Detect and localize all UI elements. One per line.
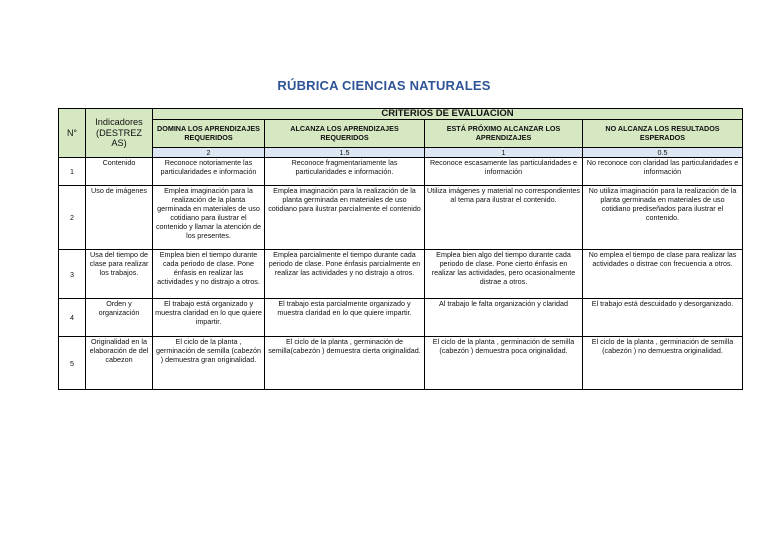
row-number: 2	[59, 186, 86, 250]
row-indicator: Orden y organización	[86, 299, 153, 337]
row-cell: El ciclo de la planta , germinación de semilla(cabezón ) demuestra cierta originalidad.	[265, 337, 425, 390]
row-number: 4	[59, 299, 86, 337]
row-cell: El ciclo de la planta , germinación de semilla (cabezón ) demuestra poca originalidad.	[425, 337, 583, 390]
table-row	[59, 250, 743, 299]
header-col-domina: DOMINA LOS APRENDIZAJES REQUERIDOS	[153, 120, 265, 148]
row-cell: Emplea imaginación para la realización de la planta germinada en materiales de uso cotidiano para ilustrar el contenido y llamar la atención de los presentes.	[153, 186, 265, 250]
row-cell: El trabajo está descuidado y desorganizado.	[583, 299, 743, 337]
row-cell: Reconoce escasamente las particularidades e información	[425, 158, 583, 186]
table-row	[59, 186, 743, 250]
row-indicator: Contenido	[86, 158, 153, 186]
row-indicator: Originalidad en la elaboración de del cabezon	[86, 337, 153, 390]
header-indicators: Indicadores (DESTREZ AS)	[86, 109, 153, 158]
rubric-table	[58, 108, 743, 390]
page-title: RÚBRICA CIENCIAS NATURALES	[277, 78, 491, 93]
row-cell: No utiliza imaginación para la realización de la planta germinada en materiales de uso cotidiano prediseñados para ilustrar el contenido.	[583, 186, 743, 250]
row-cell: No emplea el tiempo de clase para realizar las actividades o distrae con frecuencia a otros.	[583, 250, 743, 299]
row-number: 3	[59, 250, 86, 299]
row-number: 1	[59, 158, 86, 186]
row-cell: No reconoce con claridad las particularidades e información	[583, 158, 743, 186]
row-cell: Emplea bien el tiempo durante cada periodo de clase. Pone énfasis en realizar las actividades y no distrajo a otros.	[153, 250, 265, 299]
row-cell: Emplea parcialmente el tiempo durante cada periodo de clase. Pone énfasis parcialmente en realizar las actividades y no distrajo a otros.	[265, 250, 425, 299]
header-criteria: CRITERIOS DE EVALUACION	[153, 109, 743, 120]
row-indicator: Uso de imágenes	[86, 186, 153, 250]
row-cell: El ciclo de la planta , germinación de semilla (cabezón ) demuestra gran originalidad.	[153, 337, 265, 390]
row-cell: El ciclo de la planta , germinación de semilla (cabezón ) no demuestra originalidad.	[583, 337, 743, 390]
row-cell: El trabajo está organizado y muestra claridad en lo que quiere impartir.	[153, 299, 265, 337]
row-cell: Reconoce notoriamente las particularidades e información	[153, 158, 265, 186]
score-proximo: 1	[425, 148, 583, 158]
row-cell: El trabajo esta parcialmente organizado y muestra claridad en lo que quiere impartir.	[265, 299, 425, 337]
table-row	[59, 337, 743, 390]
score-domina: 2	[153, 148, 265, 158]
header-num: N°	[59, 109, 86, 158]
row-indicator: Usa del tiempo de clase para realizar los trabajos.	[86, 250, 153, 299]
row-cell: Reconoce fragmentariamente las particularidades e información.	[265, 158, 425, 186]
score-no-alcanza: 0.5	[583, 148, 743, 158]
score-alcanza: 1.5	[265, 148, 425, 158]
row-cell: Al trabajo le falta organización y claridad	[425, 299, 583, 337]
row-number: 5	[59, 337, 86, 390]
table-row	[59, 158, 743, 186]
row-cell: Emplea bien algo del tiempo durante cada periodo de clase. Pone cierto énfasis en realizar las actividades, pero ocasionalmente distrae a otros.	[425, 250, 583, 299]
row-cell: Emplea imaginación para la realización de la planta germinada en materiales de uso cotidiano para ilustrar parcialmente el contenido	[265, 186, 425, 250]
row-cell: Utiliza imágenes y material no correspondientes al tema para ilustrar el contenido.	[425, 186, 583, 250]
header-col-alcanza: ALCANZA LOS APRENDIZAJES REQUERIDOS	[265, 120, 425, 148]
header-col-no-alcanza: NO ALCANZA LOS RESULTADOS ESPERADOS	[583, 120, 743, 148]
header-col-proximo: ESTÁ PRÓXIMO ALCANZAR LOS APRENDIZAJES	[425, 120, 583, 148]
table-row	[59, 299, 743, 337]
